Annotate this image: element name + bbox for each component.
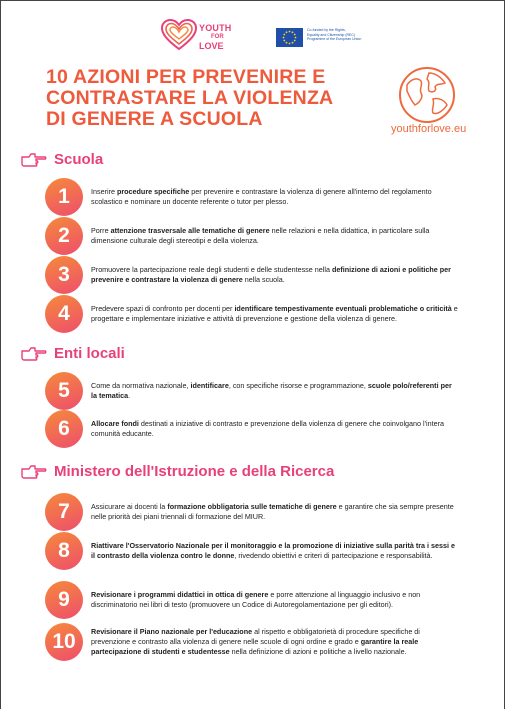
heart-logo-icon bbox=[161, 19, 197, 51]
action-text bbox=[91, 187, 459, 207]
action-item-5 bbox=[45, 372, 459, 410]
bold-text: Riattivare l'Osservatorio Nazionale per il monitoraggio e la promozione di iniziative sulla parità tra i sessi e il contrasto della violenza contro le donne bbox=[91, 541, 455, 560]
action-item-7 bbox=[45, 493, 459, 531]
eu-star-icon bbox=[295, 37, 297, 39]
eu-text-line: Co-funded by the Rights, bbox=[307, 28, 346, 32]
action-number-badge: 7 bbox=[45, 493, 83, 531]
action-item-4 bbox=[45, 295, 459, 333]
youth-for-love-logo bbox=[161, 19, 251, 59]
text-segment: nelle relazioni e nella didattica, in particolare sulla dimensione culturale degli stereotipi e della violenza. bbox=[91, 226, 430, 245]
eu-star-icon bbox=[292, 42, 294, 44]
action-text bbox=[91, 226, 459, 246]
action-text bbox=[91, 419, 459, 439]
eu-star-icon bbox=[286, 31, 288, 33]
action-number-badge: 9 bbox=[45, 581, 83, 619]
section-title: Ministero dell'Istruzione e della Ricerca bbox=[54, 463, 335, 480]
eu-funding-text bbox=[307, 28, 387, 42]
text-segment: Inserire bbox=[91, 187, 117, 196]
text-segment: , con specifiche risorse e programmazione, bbox=[228, 381, 368, 390]
text-segment: e garantire che sia sempre presente nelle priorità dei piani triennali di formazione del MIUR. bbox=[91, 502, 454, 521]
action-number-badge: 5 bbox=[45, 372, 83, 410]
text-segment: e progettare e implementare iniziative e attività di prevenzione e gestione della violenza di genere. bbox=[91, 304, 458, 323]
eu-star-icon bbox=[289, 31, 291, 33]
text-segment: Promuovere la partecipazione reale degli studenti e delle studentesse nella bbox=[91, 265, 332, 274]
text-segment: per prevenire e contrastare la violenza di genere all'interno del regolamento scolastico e nominare un docente referente o tutor per plesso. bbox=[91, 187, 432, 206]
action-item-6 bbox=[45, 410, 459, 448]
text-segment: destinati a iniziative di contrasto e prevenzione della violenza di genere che coinvolgano l'intera comunità educante. bbox=[91, 419, 444, 438]
website-url: youthforlove.eu bbox=[391, 123, 467, 135]
eu-flag-icon bbox=[276, 28, 303, 47]
text-segment: Assicurare ai docenti la bbox=[91, 502, 168, 511]
text-segment: Porre bbox=[91, 226, 111, 235]
text-segment: Come da normativa nazionale, bbox=[91, 381, 191, 390]
text-segment: , rivedendo obiettivi e criteri di partecipazione e responsabilità. bbox=[234, 551, 433, 560]
action-item-3 bbox=[45, 256, 459, 294]
eu-star-icon bbox=[292, 31, 294, 33]
section-title: Scuola bbox=[54, 151, 104, 168]
text-segment: . bbox=[128, 391, 131, 400]
action-text bbox=[91, 590, 459, 610]
action-number-badge: 10 bbox=[45, 623, 83, 661]
section-heading-scuola bbox=[21, 151, 103, 168]
action-number-badge: 8 bbox=[45, 532, 83, 570]
eu-text-line: Programme of the European Union bbox=[307, 37, 362, 41]
eu-funding-badge bbox=[276, 28, 386, 50]
bold-text: attenzione trasversale alle tematiche di genere bbox=[110, 226, 270, 235]
action-number-badge: 2 bbox=[45, 217, 83, 255]
action-item-9 bbox=[45, 581, 459, 619]
logo-line-for: FOR bbox=[211, 34, 224, 40]
eu-star-icon bbox=[283, 37, 285, 39]
bold-text: scuole polo/referenti per la tematica bbox=[91, 381, 452, 400]
action-number-badge: 6 bbox=[45, 410, 83, 448]
eu-star-icon bbox=[283, 34, 285, 36]
eu-star-icon bbox=[294, 34, 296, 36]
action-number-badge: 3 bbox=[45, 256, 83, 294]
action-text bbox=[91, 541, 459, 561]
logo-line-youth: YOUTH bbox=[199, 23, 232, 33]
page-title bbox=[46, 67, 386, 130]
eu-star-icon bbox=[289, 43, 291, 45]
eu-text-line: Equality and Citizenship (REC) bbox=[307, 32, 356, 37]
bold-text: garantire la reale partecipazione di studenti e studentesse bbox=[91, 637, 419, 656]
text-segment: nella scuola. bbox=[242, 275, 285, 284]
action-text bbox=[91, 265, 459, 285]
bold-text: identificare tempestivamente eventuali problematiche o criticità bbox=[234, 304, 452, 313]
action-number-badge: 1 bbox=[45, 178, 83, 216]
text-segment: Predevere spazi di confronto per docenti per bbox=[91, 304, 235, 313]
eu-star-icon bbox=[294, 40, 296, 42]
pointing-hand-icon bbox=[21, 152, 47, 168]
action-text bbox=[91, 502, 459, 522]
action-text bbox=[91, 381, 459, 401]
logo-wordmark bbox=[199, 24, 232, 51]
bold-text: identificare bbox=[190, 381, 229, 390]
bold-text: definizione di azioni e politiche per prevenire e contrastare la violenza di genere bbox=[91, 265, 451, 284]
eu-star-icon bbox=[286, 42, 288, 44]
eu-star-icon bbox=[283, 40, 285, 42]
title-line: CONTRASTARE LA VIOLENZA bbox=[46, 87, 334, 109]
bold-text: procedure specifiche bbox=[116, 187, 190, 196]
pointing-hand-icon bbox=[21, 464, 47, 480]
section-heading-enti-locali bbox=[21, 345, 125, 362]
action-item-1 bbox=[45, 178, 459, 216]
action-text bbox=[91, 304, 459, 324]
title-line: DI GENERE A SCUOLA bbox=[46, 108, 263, 130]
bold-text: Allocare fondi bbox=[91, 419, 139, 428]
globe-icon bbox=[393, 61, 461, 129]
bold-text: formazione obbligatoria sulle tematiche di genere bbox=[167, 502, 337, 511]
title-line: 10 AZIONI PER PREVENIRE E bbox=[46, 66, 326, 88]
action-number-badge: 4 bbox=[45, 295, 83, 333]
section-heading-ministero bbox=[21, 463, 334, 480]
action-text bbox=[91, 627, 459, 657]
action-item-2 bbox=[45, 217, 459, 255]
bold-text: Revisionare il Piano nazionale per l'educazione bbox=[91, 627, 253, 636]
action-item-8 bbox=[45, 532, 459, 570]
logo-line-love: LOVE bbox=[199, 41, 224, 51]
text-segment: nella definizione di azioni e politiche a livello nazionale. bbox=[229, 647, 407, 656]
text-segment: e porre attenzione al linguaggio inclusivo e non discriminatorio nei libri di testo (promuovere un Codice di Autoregolamentazione per gli editori). bbox=[91, 590, 421, 609]
text-segment: al rispetto e obbligatorietà di procedure specifiche di prevenzione e contrasto alla violenza di genere nelle scuole di ogni ordine e grado e bbox=[91, 627, 420, 646]
pointing-hand-icon bbox=[21, 346, 47, 362]
section-title: Enti locali bbox=[54, 345, 125, 362]
action-item-10 bbox=[45, 623, 459, 661]
bold-text: Revisionare i programmi didattici in ottica di genere bbox=[91, 590, 269, 599]
